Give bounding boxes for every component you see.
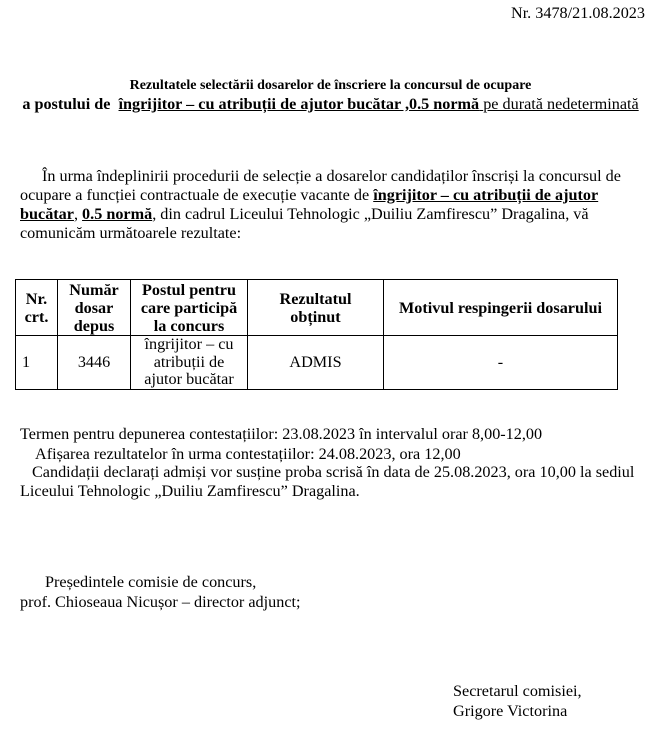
intro-text-end: , din cadrul Liceului Tehnologic „Duiliu Zamfirescu” Dragalina, vă comunicăm următoarele rezultate: (20, 205, 589, 242)
cell-motiv: - (384, 336, 618, 390)
intro-post-fraction: 0.5 normă (82, 205, 153, 223)
intro-post-name: îngrijitor – cu atribuții de ajutor bucătar (20, 186, 599, 223)
header-nr-crt: Nr. crt. (16, 280, 58, 336)
header-numar-dosar: Număr dosar depus (58, 280, 131, 336)
cell-dosar: 3446 (58, 336, 131, 390)
results-display-notice: Afișarea rezultatelor în urma contestațiilor: 24.08.2023, ora 12,00 (35, 445, 461, 463)
president-title: Președintele comisie de concurs, (45, 573, 257, 591)
results-table (15, 279, 618, 390)
intro-separator: , (73, 205, 78, 223)
document-title (0, 77, 661, 113)
header-rezultat: Rezultatul obținut (248, 280, 384, 336)
intro-text: În urma îndeplinirii procedurii de selecție a dosarelor candidaților înscriși la concursul de ocupare a funcției contractuale de execuție vacante de (20, 167, 621, 204)
header-post: Postul pentru care participă la concurs (131, 280, 248, 336)
contest-deadline: Termen pentru depunerea contestațiilor: 23.08.2023 în intervalul orar 8,00-12,00 (20, 425, 543, 443)
title-prefix: a postului de (22, 95, 111, 113)
title-line-1: Rezultatele selectării dosarelor de înscriere la concursul de ocupare (129, 78, 532, 93)
title-post-underlined (119, 95, 639, 113)
cell-nr: 1 (16, 336, 58, 390)
title-line-2 (0, 95, 661, 113)
secretary-name: Grigore Victorina (453, 702, 568, 720)
title-post-duration: pe durată nedeterminată (483, 95, 639, 113)
table-row (16, 336, 618, 390)
secretary-title: Secretarul comisiei, (453, 682, 582, 700)
exam-notice: Candidații declarați admiși vor susține proba scrisă în data de 25.08.2023, ora 10,00 la sediul Liceului Tehnologic „Duiliu Zamfirescu” Dragalina. (20, 463, 635, 500)
intro-paragraph (20, 167, 640, 243)
president-name: prof. Chioseaua Nicușor – director adjunct; (20, 593, 301, 611)
cell-post: îngrijitor – cu atribuții de ajutor bucătar (131, 336, 248, 390)
header-motiv-respingere: Motivul respingerii dosarului (384, 280, 618, 336)
document-number: Nr. 3478/21.08.2023 (511, 4, 645, 22)
cell-rezultat: ADMIS (248, 336, 384, 390)
title-post-name: îngrijitor – cu atribuții de ajutor bucătar ,0.5 normă (118, 95, 480, 113)
table-header-row (16, 280, 618, 336)
